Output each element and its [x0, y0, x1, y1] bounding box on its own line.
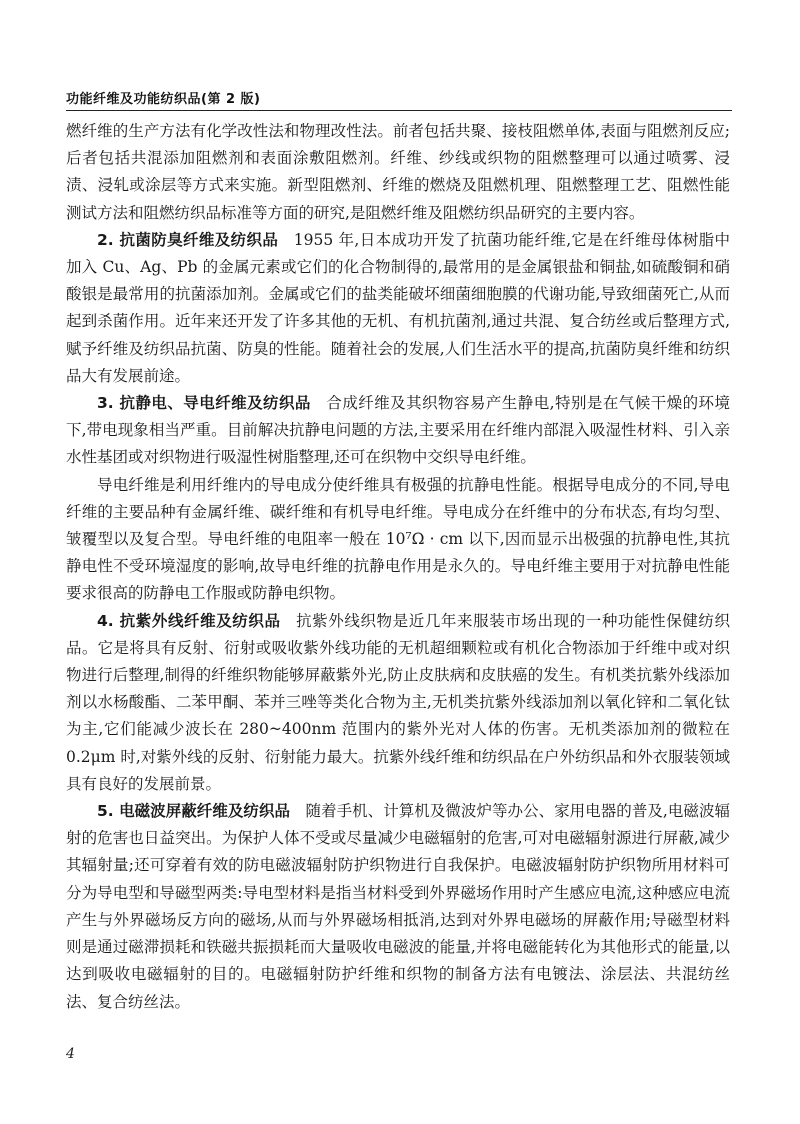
section-5-text: 随着手机、计算机及微波炉等办公、家用电器的普及,电磁波辐射的危害也日益突出。为保护人体不受或尽量减少电磁辐射的危害,可对电磁辐射源进行屏蔽,减少其辐射量;还可穿着有效的防电磁波辐射防护织物进行自我保护。电磁波辐射防护织物所用材料可分为导电型和导磁型两类:导电型材料是指当材料受到外界磁场作用时产生感应电流,这种感应电流产生与外界磁场反方向的磁场,从而与外界磁场相抵消,达到对外界电磁场的屏蔽作用;导磁型材料则是通过磁滞损耗和铁磁共振损耗而大量吸收电磁波的能量,并将电磁能转化为其他形式的能量,以达到吸收电磁辐射的目的。电磁辐射防护纤维和织物的制备方法有电镀法、涂层法、共混纺丝法、复合纺丝法。: [66, 802, 730, 1011]
header-rule: [66, 110, 732, 111]
running-head: 功能纤维及功能纺织品(第 2 版): [66, 92, 261, 107]
section-4-text: 抗紫外线织物是近几年来服装市场出现的一种功能性保健纺织品。它是将具有反射、衍射或吸收紫外线功能的无机超细颗粒或有机化合物添加于纤维中或对织物进行后整理,制得的纤维织物能够屏蔽紫外光,防止皮肤病和皮肤癌的发生。有机类抗紫外线添加剂以水杨酸酯、二苯甲酮、苯并三唑等类化合物为主,无机类抗紫外线添加剂以氧化锌和二氧化钛为主,它们能减少波长在 280~400nm 范围内的紫外光对人体的伤害。无机类添加剂的微粒在 0.2μm 时,对紫外线的反射、衍射能力最大。抗紫外线纤维和纺织品在户外纺织品和外衣服装领域具有良好的发展前景。: [66, 611, 730, 793]
section-3-text: 合成纤维及其织物容易产生静电,特别是在气候干燥的环境下,带电现象相当严重。目前解决抗静电问题的方法,主要采用在纤维内部混入吸湿性材料、引入亲水性基团或对织物进行吸湿性树脂整理,还可在织物中交织导电纤维。: [66, 394, 730, 467]
section-3-paragraph: [66, 390, 730, 472]
page-number: 4: [66, 1046, 75, 1062]
section-3-paragraph-2: 导电纤维是利用纤维内的导电成分使纤维具有极强的抗静电性能。根据导电成分的不同,导电纤维的主要品种有金属纤维、碳纤维和有机导电纤维。导电成分在纤维中的分布状态,有均匀型、皱覆型以及复合型。导电纤维的电阻率一般在 10⁷Ω · cm 以下,因而显示出极强的抗静电性,其抗静电性不受环境湿度的影响,故导电纤维的抗静电作用是永久的。导电纤维主要用于对抗静电性能要求很高的防静电工作服或防静电织物。: [66, 475, 730, 603]
section-3-heading: 3. 抗静电、导电纤维及纺织品: [97, 394, 311, 413]
section-5-heading: 5. 电磁波屏蔽纤维及纺织品: [97, 802, 291, 821]
section-2-paragraph: [66, 227, 730, 390]
section-4-paragraph: [66, 608, 730, 798]
section-2-text: 1955 年,日本成功开发了抗菌功能纤维,它是在纤维母体树脂中加入 Cu、Ag、Pb 的金属元素或它们的化合物制得的,最常用的是金属银盐和铜盐,如硫酸铜和硝酸银是最常用的抗菌添加剂。金属或它们的盐类能破坏细菌细胞膜的代谢功能,导致细菌死亡,从而起到杀菌作用。近年来还开发了许多其他的无机、有机抗菌剂,通过共混、复合纺丝或后整理方式,赋予纤维及纺织品抗菌、防臭的性能。随着社会的发展,人们生活水平的提高,抗菌防臭纤维和纺织品大有发展前途。: [66, 230, 730, 385]
section-2-heading: 2. 抗菌防臭纤维及纺织品: [97, 230, 279, 249]
body-text: [66, 118, 730, 1016]
section-5-paragraph: [66, 798, 730, 1016]
paragraph-continuation: 燃纤维的生产方法有化学改性法和物理改性法。前者包括共聚、接枝阻燃单体,表面与阻燃剂反应;后者包括共混添加阻燃剂和表面涂敷阻燃剂。纤维、纱线或织物的阻燃整理可以通过喷雾、浸渍、浸轧或涂层等方式来实施。新型阻燃剂、纤维的燃烧及阻燃机理、阻燃整理工艺、阻燃性能测试方法和阻燃纺织品标准等方面的研究,是阻燃纤维及阻燃纺织品研究的主要内容。: [66, 122, 730, 222]
section-4-heading: 4. 抗紫外线纤维及纺织品: [97, 611, 281, 630]
